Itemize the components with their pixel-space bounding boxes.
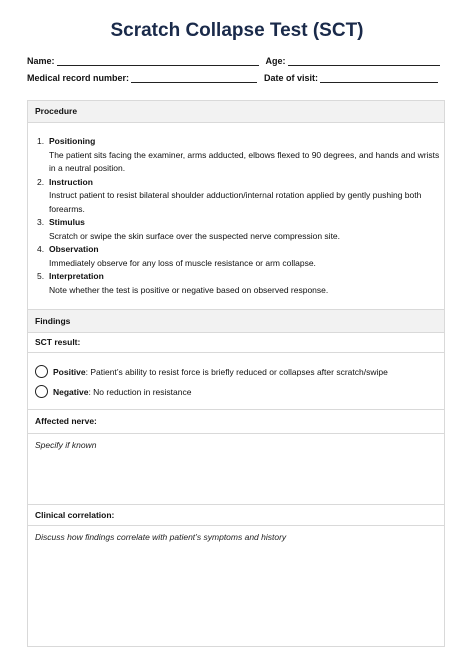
positive-radio-icon[interactable]	[35, 365, 48, 378]
age-label: Age:	[265, 56, 286, 66]
step-text: Scratch or swipe the skin surface over the suspected nerve compression site.	[49, 230, 341, 241]
step-number: 5.	[37, 271, 45, 281]
positive-description: : Patient’s ability to resist force is briefly reduced or collapses after scratch/swipe	[85, 366, 388, 377]
step-heading: Interpretation	[49, 271, 104, 281]
positive-option[interactable]	[35, 365, 388, 378]
procedure-header: Procedure	[28, 101, 444, 123]
procedure-step	[28, 216, 444, 243]
sct-result-label: SCT result:	[35, 337, 81, 347]
step-text: The patient sits facing the examiner, arms adducted, elbows flexed to 90 degrees, and hands and wrists in a neutral position.	[49, 149, 440, 173]
procedure-step	[28, 135, 444, 176]
positive-label: Positive	[53, 366, 86, 377]
step-heading: Observation	[49, 244, 99, 254]
step-text: Note whether the test is positive or negative based on observed response.	[49, 284, 329, 295]
step-number: 1.	[37, 136, 45, 146]
step-text: Instruct patient to resist bilateral shoulder adduction/internal rotation applied by gently pushing both forearms.	[49, 190, 422, 214]
step-heading: Instruction	[49, 176, 93, 187]
procedure-step	[28, 243, 444, 270]
clinical-correlation-label-row	[28, 505, 444, 526]
negative-radio-icon[interactable]	[35, 385, 48, 398]
name-label: Name:	[27, 56, 55, 66]
sct-result-section	[27, 332, 445, 410]
clinical-correlation-label: Clinical correlation:	[35, 510, 115, 520]
findings-header-box	[27, 310, 445, 332]
clinical-correlation-field[interactable]: Discuss how findings correlate with patient’s symptoms and history	[35, 532, 287, 542]
procedure-step	[28, 270, 444, 297]
procedure-list	[28, 123, 444, 297]
name-row	[27, 56, 440, 66]
sct-result-label-row	[28, 333, 444, 353]
visit-label: Date of visit:	[264, 73, 319, 83]
age-field[interactable]	[288, 56, 440, 66]
step-text: Immediately observe for any loss of muscle resistance or arm collapse.	[49, 257, 316, 268]
mrn-row	[27, 73, 438, 83]
affected-nerve-field[interactable]: Specify if known	[35, 440, 97, 450]
visit-date-field[interactable]	[320, 73, 438, 83]
mrn-label: Medical record number:	[27, 73, 130, 83]
procedure-step	[28, 176, 444, 217]
negative-option[interactable]	[35, 385, 191, 398]
negative-label: Negative	[53, 386, 89, 397]
mrn-field[interactable]	[131, 73, 257, 83]
step-heading: Positioning	[49, 136, 96, 146]
affected-nerve-label: Affected nerve:	[35, 416, 97, 426]
procedure-box	[27, 100, 445, 310]
step-number: 4.	[37, 244, 45, 254]
step-heading: Stimulus	[49, 217, 85, 227]
affected-nerve-label-row	[28, 410, 444, 434]
affected-nerve-section	[27, 410, 445, 505]
step-number: 3.	[37, 217, 45, 227]
name-field[interactable]	[57, 56, 259, 66]
findings-header: Findings	[28, 310, 444, 332]
negative-description: : No reduction in resistance	[88, 386, 192, 397]
clinical-correlation-section	[27, 505, 445, 647]
page-title: Scratch Collapse Test (SCT)	[110, 20, 364, 41]
step-number: 2.	[37, 176, 45, 187]
